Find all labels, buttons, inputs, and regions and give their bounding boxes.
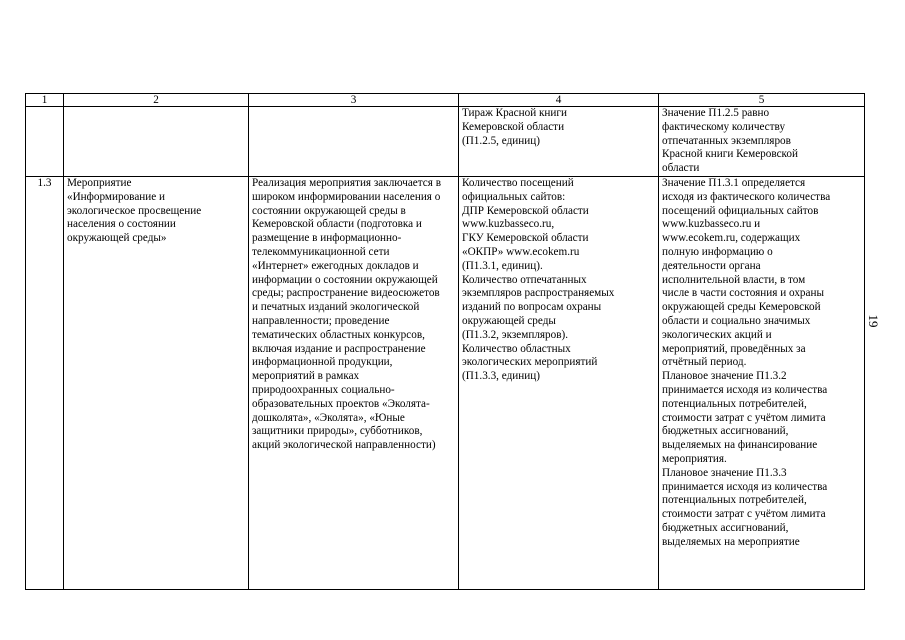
cell-text-line: мероприятий в рамках [252, 370, 360, 383]
cell-text-line: ДПР Кемеровской области [462, 204, 589, 217]
cell-text-line: стоимости затрат с учётом лимита [662, 508, 826, 521]
cell-text-line: ГКУ Кемеровской области [462, 232, 589, 245]
cell-text-line: (П1.3.1, единиц). [462, 259, 543, 272]
cell-text-line: выделяемых на финансирование [662, 439, 818, 452]
header-cell-2: 2 [64, 94, 249, 107]
cell-text-line: принимается исходя из количества [662, 383, 828, 396]
header-cell-3: 3 [249, 94, 459, 107]
cell-text-line: числе в части состояния и охраны [662, 287, 824, 300]
cell-text-line: Мероприятие [67, 176, 132, 189]
cell-text-line: бюджетных ассигнований, [662, 425, 789, 438]
cell-text-line: www.kuzbasseco.ru и [662, 218, 761, 231]
cell-text-line: «Интернет» ежегодных докладов и [252, 259, 419, 272]
cell-text-line: (П1.3.2, экземпляров). [462, 328, 569, 341]
cell-text-line: Значение П1.3.1 определяется [662, 176, 806, 189]
cell-text-line: отчётный период. [662, 356, 747, 369]
row2-description-cell [249, 176, 459, 589]
row2-indicator-cell [459, 176, 659, 589]
row1-description-cell [249, 107, 459, 177]
cell-text-line: акций экологической направленности) [252, 439, 436, 452]
row1-event-cell [64, 107, 249, 177]
cell-text-line: исходя из фактического количества [662, 190, 831, 203]
cell-text-line: экологических мероприятий [462, 356, 598, 369]
cell-text-line: www.kuzbasseco.ru, [462, 218, 555, 231]
table-row [26, 107, 865, 177]
cell-text-line: исполнительной власти, в том [662, 273, 806, 286]
cell-text-line: принимается исходя из количества [662, 480, 828, 493]
cell-text-line: бюджетных ассигнований, [662, 521, 789, 534]
cell-text-line: образовательных проектов «Эколята- [252, 397, 430, 410]
cell-text-line: (П1.3.3, единиц) [462, 370, 540, 383]
cell-text-line: Тираж Красной книги [462, 107, 567, 119]
cell-text-line: Количество отпечатанных [462, 273, 587, 286]
cell-text-line: Значение П1.2.5 равно [662, 107, 770, 119]
cell-text-line: области [662, 162, 700, 175]
cell-text-line: экологическое просвещение [67, 204, 202, 217]
cell-text-line: полную информацию о [662, 245, 773, 258]
cell-text-line: «Информирование и [67, 190, 166, 203]
cell-text-line: потенциальных потребителей, [662, 397, 807, 410]
document-table [25, 93, 865, 590]
cell-text-line: «ОКПР» www.ecokem.ru [462, 245, 580, 258]
cell-text-line: и печатных изданий экологической [252, 301, 420, 314]
cell-text-line: потенциальных потребителей, [662, 494, 807, 507]
cell-text-line: www.ecokem.ru, содержащих [662, 232, 801, 245]
cell-text-line: посещений официальных сайтов [662, 204, 819, 217]
row1-number-cell [26, 107, 64, 177]
cell-text-line: направленности; проведение [252, 314, 390, 327]
cell-text-line: населения о состоянии [67, 218, 176, 231]
cell-text-line: Плановое значение П1.3.2 [662, 370, 787, 383]
cell-text-line: мероприятий, проведённых за [662, 342, 806, 355]
cell-text-line: фактическому количеству [662, 120, 786, 133]
cell-text-line: окружающей среды» [67, 232, 167, 245]
cell-text-line: Кемеровской области (подготовка и [252, 218, 422, 231]
cell-text-line: выделяемых на мероприятие [662, 535, 800, 548]
cell-text-line: Красной книги Кемеровской [662, 148, 798, 161]
cell-text-line: (П1.2.5, единиц) [462, 134, 540, 147]
cell-text-line: официальных сайтов: [462, 190, 566, 203]
row1-indicator-cell [459, 107, 659, 177]
row2-event-cell [64, 176, 249, 589]
cell-text-line: дошколята», «Эколята», «Юные [252, 411, 405, 424]
cell-text-line: Количество областных [462, 342, 571, 355]
cell-text-line: широком информировании населения о [252, 190, 441, 203]
cell-text-line: Реализация мероприятия заключается в [252, 176, 441, 189]
cell-text-line: включая издание и распространение [252, 342, 426, 355]
cell-text-line: информационной продукции, [252, 356, 393, 369]
cell-text-line: среды; распространение видеосюжетов [252, 287, 440, 300]
cell-text-line: Плановое значение П1.3.3 [662, 466, 787, 479]
cell-text-line: области и социально значимых [662, 314, 811, 327]
cell-text-line: экологических акций и [662, 328, 772, 341]
cell-text-line: Количество посещений [462, 176, 574, 189]
row2-method-cell [659, 176, 865, 589]
cell-text-line: изданий по вопросам охраны [462, 301, 602, 314]
cell-text-line: окружающей среды Кемеровской [662, 301, 821, 314]
cell-text-line: деятельности органа [662, 259, 761, 272]
table-row [26, 176, 865, 589]
header-cell-4: 4 [459, 94, 659, 107]
cell-text-line: размещение в информационно- [252, 232, 402, 245]
cell-text-line: информации о состоянии окружающей [252, 273, 438, 286]
header-cell-1: 1 [26, 94, 64, 107]
cell-text-line: Кемеровской области [462, 120, 565, 133]
cell-text-line: мероприятия. [662, 452, 727, 465]
page-number: 19 [866, 314, 881, 328]
cell-text-line: окружающей среды [462, 314, 556, 327]
cell-text-line: телекоммуникационной сети [252, 245, 390, 258]
cell-text-line: отпечатанных экземпляров [662, 134, 791, 147]
cell-text-line: экземпляров распространяемых [462, 287, 615, 300]
cell-text-line: состоянии окружающей среды в [252, 204, 406, 217]
cell-text-line: тематических областных конкурсов, [252, 328, 425, 341]
cell-text-line: защитники природы», субботников, [252, 425, 423, 438]
table-header-row [26, 94, 865, 107]
cell-text-line: стоимости затрат с учётом лимита [662, 411, 826, 424]
header-cell-5: 5 [659, 94, 865, 107]
row2-number-cell: 1.3 [26, 176, 64, 589]
cell-text-line: природоохранных социально- [252, 383, 395, 396]
row1-method-cell [659, 107, 865, 177]
